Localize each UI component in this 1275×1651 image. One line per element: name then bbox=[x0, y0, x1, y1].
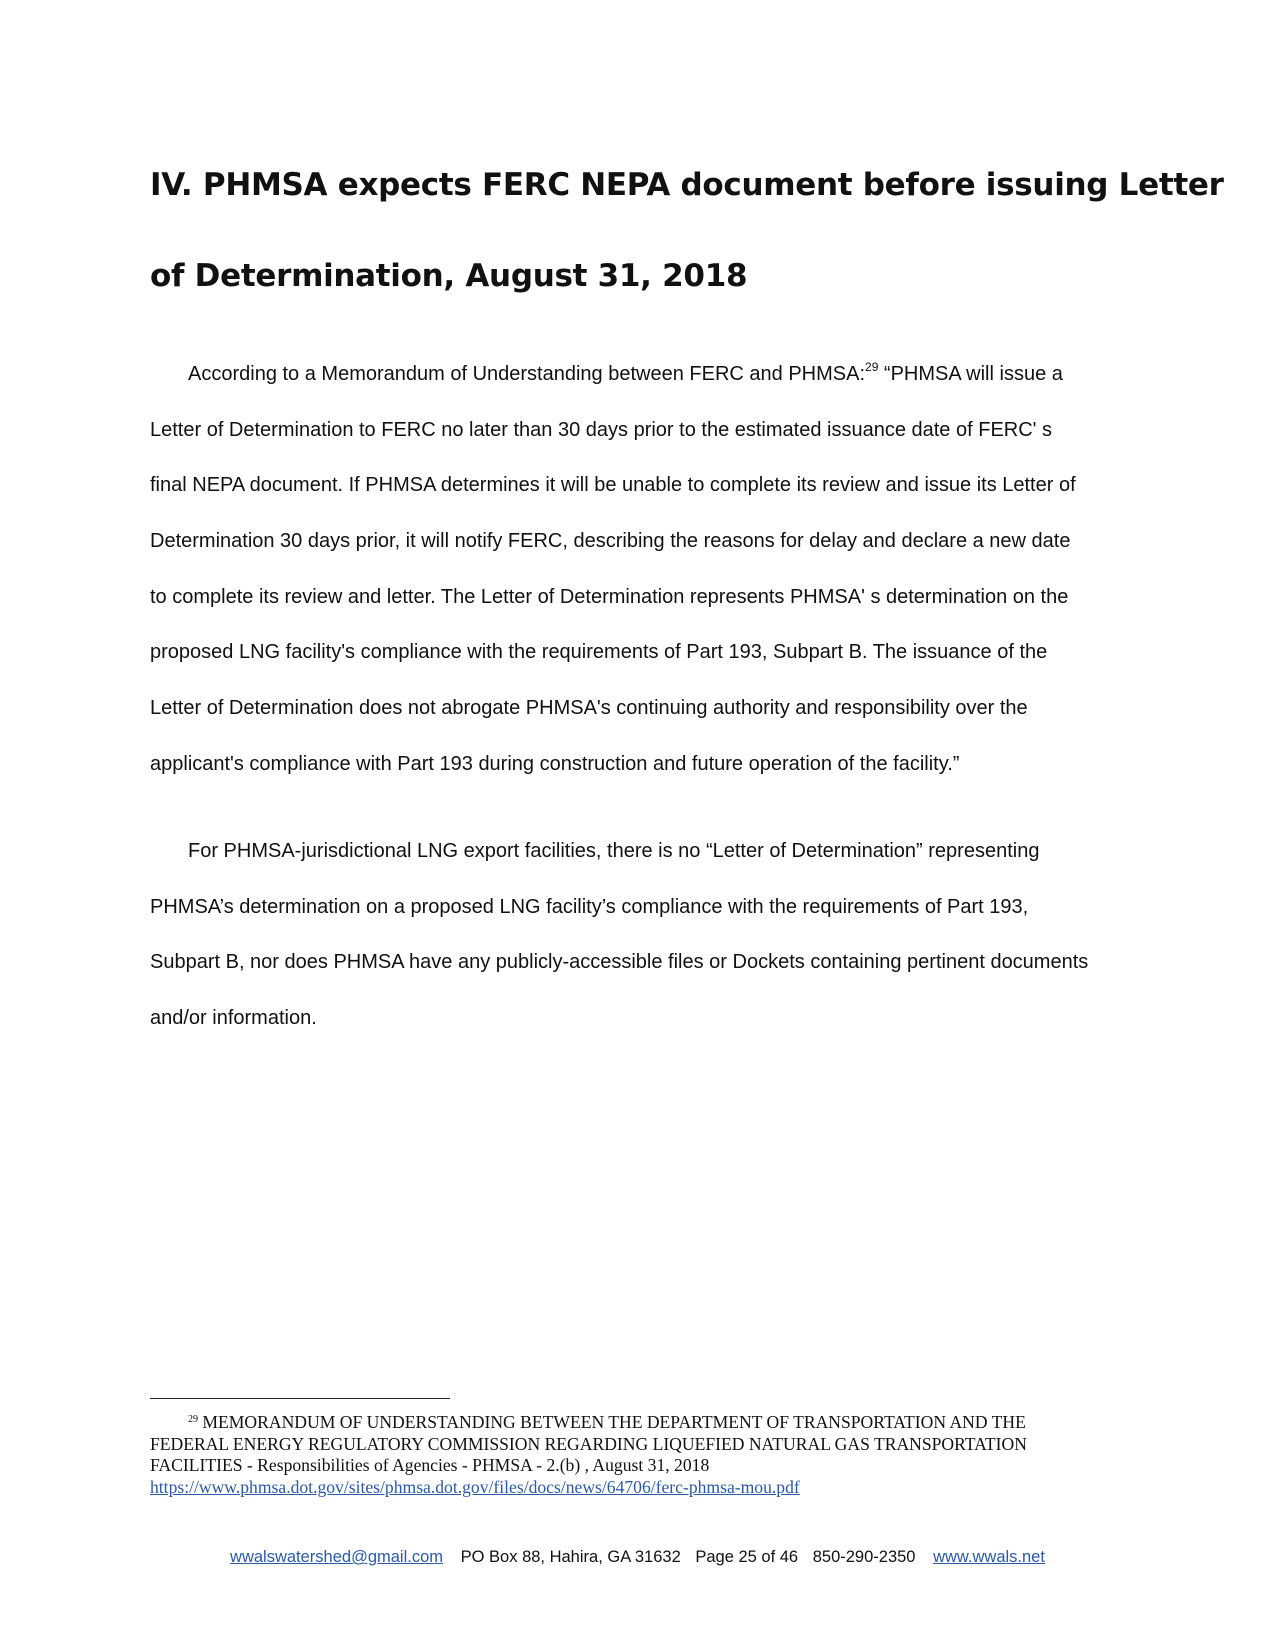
paragraph-line: to complete its review and letter. The Letter of Determination represents PHMSA' s determination on the bbox=[150, 585, 1069, 608]
paragraph-export-facilities bbox=[150, 836, 1135, 1059]
paragraph-line: Determination 30 days prior, it will notify FERC, describing the reasons for delay and declare a new date bbox=[150, 530, 1071, 553]
paragraph-line: applicant's compliance with Part 193 during construction and future operation of the facility.” bbox=[150, 752, 960, 775]
paragraph-line: For PHMSA-jurisdictional LNG export facilities, there is no “Letter of Determination” representing bbox=[188, 840, 1040, 862]
footnote-link[interactable]: https://www.phmsa.dot.gov/sites/phmsa.dot.gov/files/docs/news/64706/ferc-phmsa-mou.pdf bbox=[150, 1476, 800, 1497]
footer-page-number: Page 25 of 46 bbox=[695, 1548, 799, 1566]
footnote-line bbox=[150, 1477, 1100, 1499]
paragraph-line: PHMSA’s determination on a proposed LNG facility’s compliance with the requirements of Part 193, bbox=[150, 895, 1029, 918]
paragraph-text: “PHMSA will issue a bbox=[878, 363, 1063, 385]
paragraph-text: According to a Memorandum of Understanding between FERC and PHMSA: bbox=[188, 363, 866, 385]
footnote bbox=[150, 1412, 1100, 1498]
paragraph-line: Subpart B, nor does PHMSA have any publicly-accessible files or Dockets containing pertinent documents bbox=[150, 951, 1089, 974]
paragraph-line bbox=[150, 359, 1135, 415]
footer-address: PO Box 88, Hahira, GA 31632 bbox=[460, 1548, 681, 1566]
footer-website-link[interactable]: www.wwals.net bbox=[933, 1548, 1045, 1566]
page-footer bbox=[0, 1548, 1275, 1567]
footnote-line: FACILITIES - Responsibilities of Agencies - PHMSA - 2.(b) , August 31, 2018 bbox=[150, 1455, 710, 1475]
footer-phone: 850-290-2350 bbox=[812, 1548, 916, 1566]
footnote-separator bbox=[150, 1398, 450, 1399]
footnote-text: MEMORANDUM OF UNDERSTANDING BETWEEN THE DEPARTMENT OF TRANSPORTATION AND THE bbox=[198, 1412, 1026, 1432]
footnote-line: FEDERAL ENERGY REGULATORY COMMISSION REGARDING LIQUEFIED NATURAL GAS TRANSPORTATION bbox=[150, 1433, 1027, 1454]
paragraph-line: proposed LNG facility's compliance with the requirements of Part 193, Subpart B. The issuance of the bbox=[150, 641, 1048, 664]
paragraph-line: final NEPA document. If PHMSA determines it will be unable to complete its review and issue its Letter of bbox=[150, 474, 1076, 497]
paragraph-line: Letter of Determination does not abrogate PHMSA's continuing authority and responsibility over the bbox=[150, 697, 1028, 720]
heading-line-1: IV. PHMSA expects FERC NEPA document before issuing Letter bbox=[150, 167, 1224, 203]
paragraph-mou-quote bbox=[150, 359, 1135, 805]
footnote-line bbox=[150, 1412, 1100, 1434]
footnote-reference[interactable]: 29 bbox=[865, 360, 879, 374]
section-heading bbox=[150, 140, 1224, 322]
heading-line-2: of Determination, August 31, 2018 bbox=[150, 258, 748, 294]
footnote-number: 29 bbox=[188, 1414, 198, 1425]
footer-email-link[interactable]: wwalswatershed@gmail.com bbox=[230, 1548, 444, 1566]
paragraph-line: and/or information. bbox=[150, 1007, 317, 1030]
paragraph-line: Letter of Determination to FERC no later than 30 days prior to the estimated issuance date of FERC' s bbox=[150, 418, 1053, 441]
